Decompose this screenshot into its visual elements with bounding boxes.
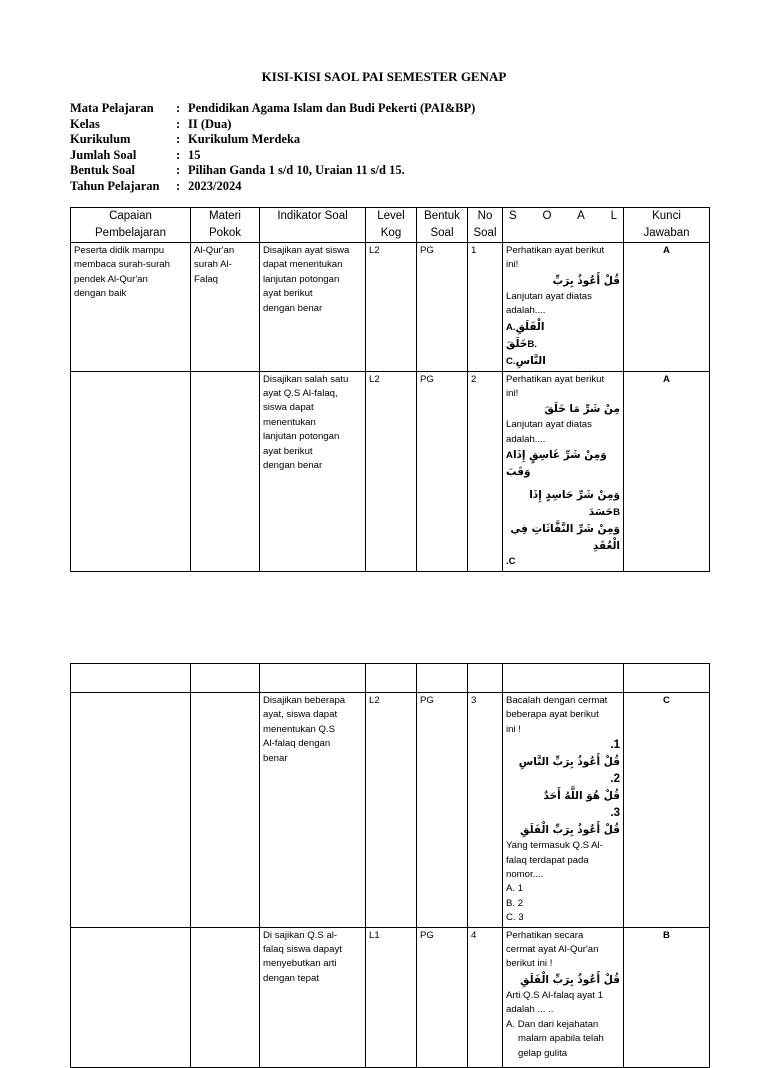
header-kunci: Kunci Jawaban bbox=[624, 208, 710, 243]
materi-cell bbox=[191, 927, 260, 1067]
option-b: وَمِنْ شَرِّ حَاسِدٍ إِذَا حَسَدَB bbox=[529, 489, 620, 519]
option-a-line-3: gelap gulita bbox=[518, 1047, 568, 1059]
empty-cell bbox=[260, 664, 366, 693]
kunci-cell: A bbox=[624, 371, 710, 571]
no-cell: 1 bbox=[468, 243, 503, 372]
meta-key: Jumlah Soal bbox=[70, 147, 137, 162]
capaian-cell: Peserta didik mampu membaca surah-surah pendek Al-Qur'an dengan baik bbox=[71, 243, 191, 372]
bentuk-cell: PG bbox=[417, 243, 468, 372]
meta-colon: : bbox=[176, 163, 181, 178]
table-header-row-empty bbox=[71, 664, 710, 693]
option-b: خَلَقَB. bbox=[506, 337, 537, 350]
option-a: Aوَمِنْ شَرِّ غَاسِقٍ إِذَا وَقَبَ bbox=[506, 449, 607, 479]
empty-cell bbox=[417, 664, 468, 693]
meta-key: Mata Pelajaran bbox=[70, 101, 154, 115]
meta-key: Kurikulum bbox=[70, 132, 131, 147]
materi-cell: Al-Qur'an surah Al- Falaq bbox=[191, 243, 260, 372]
meta-colon: : bbox=[176, 116, 181, 131]
kisi-kisi-table-page-2 bbox=[70, 663, 710, 1068]
kunci-cell: A bbox=[624, 243, 710, 372]
meta-row bbox=[70, 148, 475, 164]
table-header-row bbox=[71, 208, 710, 243]
option-b: B. 2 bbox=[506, 897, 524, 909]
kisi-kisi-table-page-1 bbox=[70, 207, 710, 572]
kunci-cell: B bbox=[624, 927, 710, 1067]
indikator-cell: Disajikan ayat siswa dapat menentukan lanjutan potongan ayat berikut dengan benar bbox=[260, 243, 366, 372]
header-bentuk: Bentuk Soal bbox=[417, 208, 468, 243]
document-meta bbox=[70, 101, 475, 195]
numbered-ayat-3: 3. قُلْ أَعُوذُ بِرَبِّ الْفَلَقِ bbox=[520, 807, 620, 837]
table-row bbox=[71, 371, 710, 571]
no-cell: 2 bbox=[468, 371, 503, 571]
materi-cell bbox=[191, 371, 260, 571]
meta-row bbox=[70, 117, 475, 133]
meta-row bbox=[70, 179, 475, 195]
meta-key: Tahun Pelajaran bbox=[70, 178, 160, 193]
meta-key: Kelas bbox=[70, 116, 100, 131]
arabic-ayat: قُلْ أَعُوذُ بِرَبِّ الْفَلَقِ bbox=[520, 973, 620, 986]
meta-colon: : bbox=[176, 147, 181, 162]
header-no: No Soal bbox=[468, 208, 503, 243]
empty-cell bbox=[503, 664, 624, 693]
header-level: Level Kog bbox=[366, 208, 417, 243]
indikator-cell: Di sajikan Q.S al- falaq siswa dapayt menyebutkan arti dengan tepat bbox=[260, 927, 366, 1067]
header-capaian: Capaian Pembelajaran bbox=[71, 208, 191, 243]
materi-cell bbox=[191, 693, 260, 928]
level-cell: L2 bbox=[366, 371, 417, 571]
document-title: KISI-KISI SAOL PAI SEMESTER GENAP bbox=[261, 69, 507, 84]
option-c-text: وَمِنْ شَرِّ النَّفَّاثَاتِ فِي الْعُقَدِ bbox=[510, 523, 620, 553]
capaian-cell bbox=[71, 371, 191, 571]
meta-value: 15 bbox=[188, 147, 201, 162]
indikator-cell: Disajikan beberapa ayat, siswa dapat menentukan Q.S Al-falaq dengan benar bbox=[260, 693, 366, 928]
option-a-line-2: malam apabila telah bbox=[518, 1033, 604, 1045]
level-cell: L1 bbox=[366, 927, 417, 1067]
indikator-cell: Disajikan salah satu ayat Q.S Al-falaq, siswa dapat menentukan lanjutan potongan ayat berikut dengan benar bbox=[260, 371, 366, 571]
capaian-cell bbox=[71, 927, 191, 1067]
bentuk-cell: PG bbox=[417, 371, 468, 571]
kunci-cell: C bbox=[624, 693, 710, 928]
meta-value: 2023/2024 bbox=[188, 178, 242, 193]
table-row bbox=[71, 927, 710, 1067]
level-cell: L2 bbox=[366, 693, 417, 928]
no-cell: 3 bbox=[468, 693, 503, 928]
soal-cell: Perhatikan ayat berikut ini! قُلْ أَعُوذُ بِرَبِّ Lanjutan ayat diatas adalah.... A.الْفَلَقِ خَلَقَB. C.النَّاسِ bbox=[503, 243, 624, 372]
empty-cell bbox=[191, 664, 260, 693]
meta-row bbox=[70, 163, 475, 179]
meta-value: Pendidikan Agama Islam dan Budi Pekerti (PAI&BP) bbox=[188, 101, 476, 115]
soal-cell: Perhatikan ayat berikut ini! مِنْ شَرِّ مَا خَلَقَ Lanjutan ayat diatas adalah.... Aوَمِنْ شَرِّ غَاسِقٍ إِذَا وَقَبَ وَمِنْ شَرِّ حَاسِدٍ إِذَا حَسَدَB وَمِنْ شَرِّ النَّفَّاثَاتِ فِي الْعُقَدِ .C bbox=[503, 371, 624, 571]
bentuk-cell: PG bbox=[417, 927, 468, 1067]
numbered-ayat-1: 1. قُلْ أَعُوذُ بِرَبِّ النَّاسِ bbox=[518, 739, 620, 769]
arabic-ayat: قُلْ أَعُوذُ بِرَبِّ bbox=[552, 274, 620, 287]
meta-key: Bentuk Soal bbox=[70, 163, 135, 178]
option-c-label: .C bbox=[506, 556, 516, 568]
header-soal: S O A L bbox=[503, 208, 624, 243]
soal-cell: Bacalah dengan cermat beberapa ayat berikut ini ! 1. قُلْ أَعُوذُ بِرَبِّ النَّاسِ 2. قُلْ هُوَ اللَّهُ أَحَدٌ 3. قُلْ أَعُوذُ بِرَبِّ الْفَلَقِ Yang termasuk Q.S Al- falaq terdapat pada nomor.... A. 1 B. 2 C. 3 bbox=[503, 693, 624, 928]
option-a-line-1: A. Dan dari kejahatan bbox=[506, 1018, 599, 1030]
soal-cell: Perhatikan secara cermat ayat Al-Qur'an berikut ini ! قُلْ أَعُوذُ بِرَبِّ الْفَلَقِ Arti Q.S Al-falaq ayat 1 adalah ... .. A. Dan dari kejahatan malam apabila telah gelap gulita bbox=[503, 927, 624, 1067]
no-cell: 4 bbox=[468, 927, 503, 1067]
capaian-cell bbox=[71, 693, 191, 928]
table-row bbox=[71, 693, 710, 928]
meta-value: II (Dua) bbox=[188, 116, 232, 131]
level-cell: L2 bbox=[366, 243, 417, 372]
arabic-ayat: مِنْ شَرِّ مَا خَلَقَ bbox=[544, 403, 620, 416]
empty-cell bbox=[468, 664, 503, 693]
meta-row bbox=[70, 132, 475, 148]
empty-cell bbox=[624, 664, 710, 693]
meta-colon: : bbox=[176, 101, 181, 115]
bentuk-cell: PG bbox=[417, 693, 468, 928]
meta-colon: : bbox=[176, 132, 181, 147]
option-a: A.الْفَلَقِ bbox=[506, 320, 545, 333]
empty-cell bbox=[71, 664, 191, 693]
option-c: C.النَّاسِ bbox=[506, 354, 546, 367]
table-row bbox=[71, 243, 710, 372]
header-indikator: Indikator Soal bbox=[260, 208, 366, 243]
meta-row bbox=[70, 101, 475, 117]
option-c: C. 3 bbox=[506, 912, 524, 924]
empty-cell bbox=[366, 664, 417, 693]
option-a: A. 1 bbox=[506, 883, 524, 895]
meta-colon: : bbox=[176, 178, 181, 193]
meta-value: Pilihan Ganda 1 s/d 10, Uraian 11 s/d 15. bbox=[188, 163, 405, 178]
meta-value: Kurikulum Merdeka bbox=[188, 132, 301, 147]
header-materi: Materi Pokok bbox=[191, 208, 260, 243]
numbered-ayat-2: 2. قُلْ هُوَ اللَّهُ أَحَدٌ bbox=[543, 773, 620, 803]
